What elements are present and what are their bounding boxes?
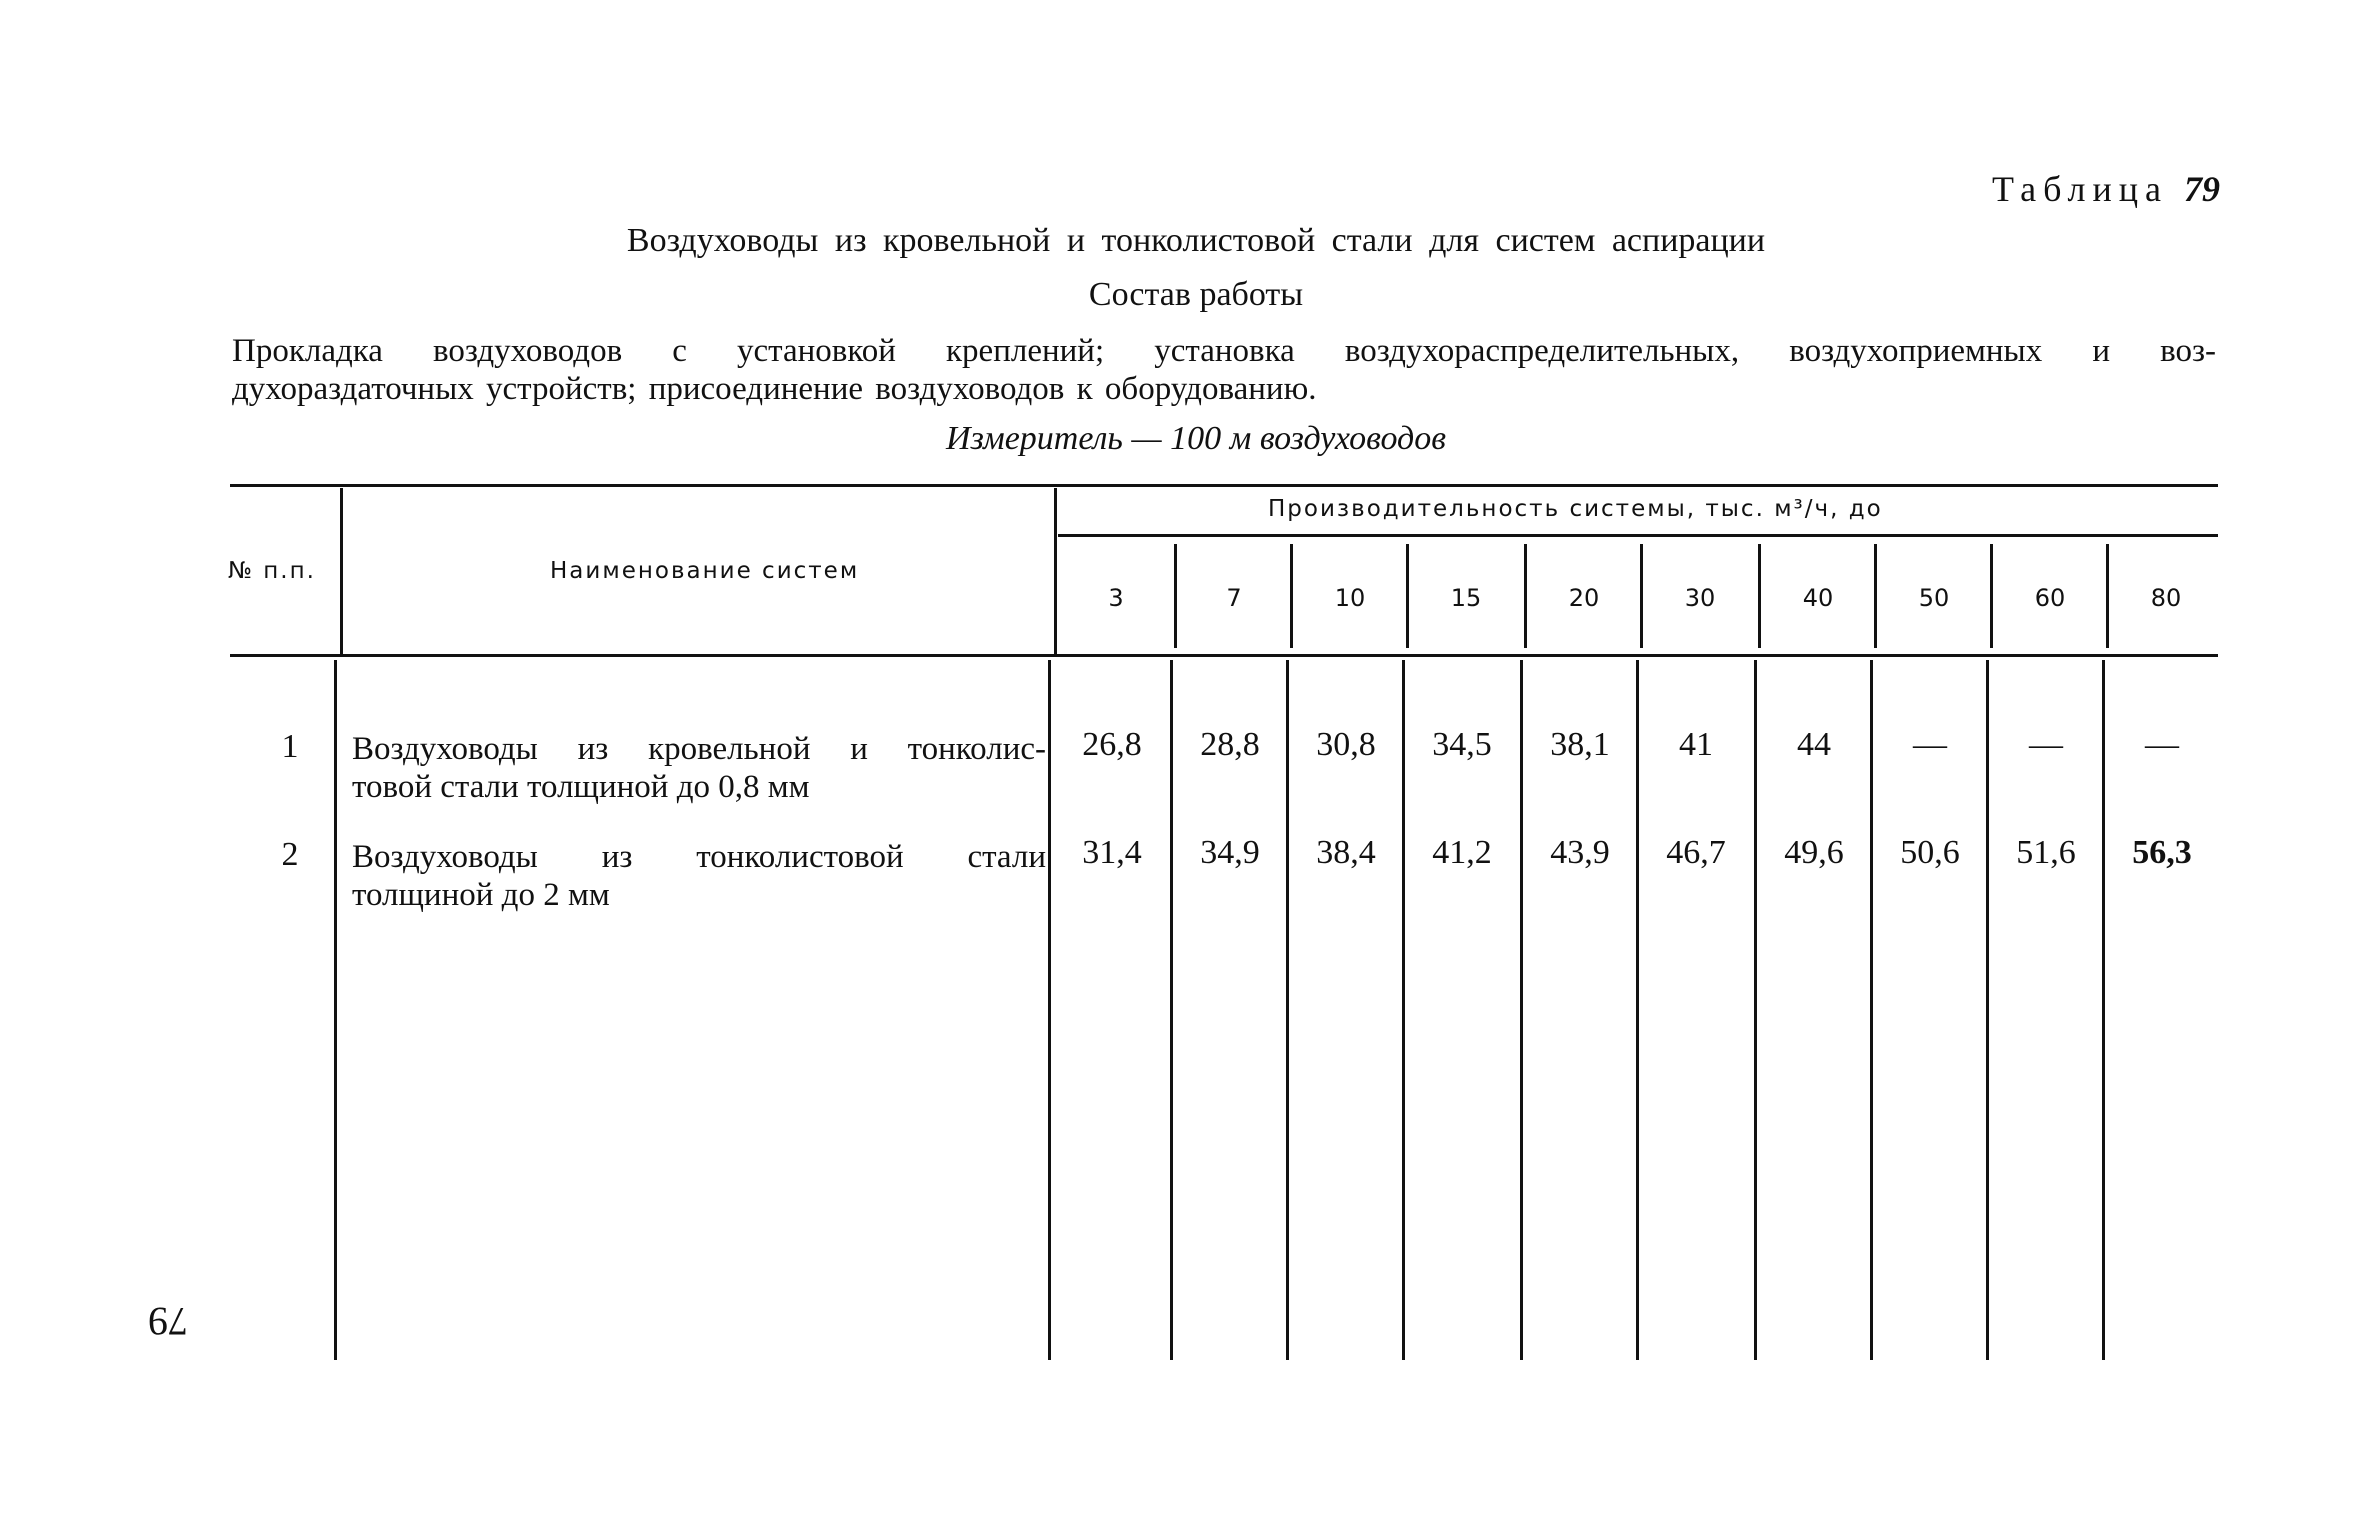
row-2-value-30: 46,7 <box>1666 834 1726 871</box>
row-1-value-3: 26,8 <box>1082 726 1142 763</box>
group-header-rule <box>1058 534 2218 537</box>
row-2-value-60: 51,6 <box>2016 834 2076 871</box>
row-1-value-40: 44 <box>1797 726 1831 763</box>
capacity-column-header-30: 30 <box>1684 584 1716 612</box>
row-1-value-50: — <box>1913 726 1947 763</box>
row-2-value-40: 49,6 <box>1784 834 1844 871</box>
capacity-column-header-60: 60 <box>2034 584 2066 612</box>
row-1-value-20: 38,1 <box>1550 726 1610 763</box>
row-2-value-7: 34,9 <box>1200 834 1260 871</box>
name-column-header: Наименование систем <box>550 558 860 584</box>
capacity-column-rule-body-60 <box>1986 660 1989 1360</box>
row-2-value-3: 31,4 <box>1082 834 1142 871</box>
row-2-name-line-2: толщиной до 2 мм <box>352 877 610 913</box>
capacity-column-rule-body-15 <box>1402 660 1405 1360</box>
document-title: Воздуховоды из кровельной и тонколистовой стали для систем аспирации <box>626 222 1766 259</box>
row-2-index: 2 <box>281 836 299 873</box>
work-description-line-1: Прокладка воздуховодов с установкой креплений; установка воздухораспределительных, воздухоприемных и воз- <box>232 333 2216 369</box>
row-1-value-60: — <box>2029 726 2063 763</box>
row-1-value-7: 28,8 <box>1200 726 1260 763</box>
row-2-name <box>352 838 1046 914</box>
column-rule-name-body <box>1048 660 1051 1360</box>
capacity-column-header-20: 20 <box>1568 584 1600 612</box>
row-1-value-30: 41 <box>1679 726 1713 763</box>
capacity-column-rule-body-7 <box>1170 660 1173 1360</box>
row-2-value-50: 50,6 <box>1900 834 1960 871</box>
row-2-value-20: 43,9 <box>1550 834 1610 871</box>
row-1-value-10: 30,8 <box>1316 726 1376 763</box>
row-2-name-line-1: Воздуховоды из тонколистовой стали <box>352 839 1046 875</box>
index-column-header: № п.п. <box>228 558 316 584</box>
row-1-value-80: — <box>2145 726 2179 763</box>
row-2-value-80: 56,3 <box>2132 834 2192 871</box>
column-rule-name <box>1054 488 1057 656</box>
table-number: 79 <box>2184 169 2220 209</box>
row-1-index: 1 <box>281 728 299 765</box>
header-bottom-rule <box>230 654 2218 657</box>
capacity-column-header-15: 15 <box>1450 584 1482 612</box>
table-label-word: Таблица <box>1992 169 2168 209</box>
table-label <box>1992 168 2220 210</box>
capacity-column-header-50: 50 <box>1918 584 1950 612</box>
section-subtitle: Состав работы <box>1088 276 1304 313</box>
work-description <box>232 332 2216 408</box>
capacity-column-header-40: 40 <box>1802 584 1834 612</box>
column-rule-index-body <box>334 660 337 1360</box>
capacity-column-header-80: 80 <box>2150 584 2182 612</box>
capacity-column-rule-body-40 <box>1754 660 1757 1360</box>
capacity-column-rule-body-80 <box>2102 660 2105 1360</box>
capacity-column-header-3: 3 <box>1108 584 1124 612</box>
row-2-value-15: 41,2 <box>1432 834 1492 871</box>
row-1-name-line-2: товой стали толщиной до 0,8 мм <box>352 769 810 805</box>
capacity-column-rule-body-20 <box>1520 660 1523 1360</box>
row-1-name-line-1: Воздуховоды из кровельной и тонколис- <box>352 731 1046 767</box>
row-1-value-15: 34,5 <box>1432 726 1492 763</box>
page-number: 79 <box>148 1299 188 1344</box>
column-rule-index <box>340 488 343 656</box>
table-top-rule <box>230 484 2218 487</box>
measure-unit: Измеритель — 100 м воздуховодов <box>946 420 1446 457</box>
capacity-group-header: Производительность системы, тыс. м³/ч, до <box>1268 496 1883 522</box>
capacity-column-rule-body-10 <box>1286 660 1289 1360</box>
capacity-column-rule-body-50 <box>1870 660 1873 1360</box>
row-2-value-10: 38,4 <box>1316 834 1376 871</box>
capacity-column-header-7: 7 <box>1226 584 1242 612</box>
row-1-name <box>352 730 1046 806</box>
work-description-line-2: духораздаточных устройств; присоединение воздуховодов к оборудованию. <box>232 371 1317 407</box>
capacity-column-rule-body-30 <box>1636 660 1639 1360</box>
capacity-column-header-10: 10 <box>1334 584 1366 612</box>
